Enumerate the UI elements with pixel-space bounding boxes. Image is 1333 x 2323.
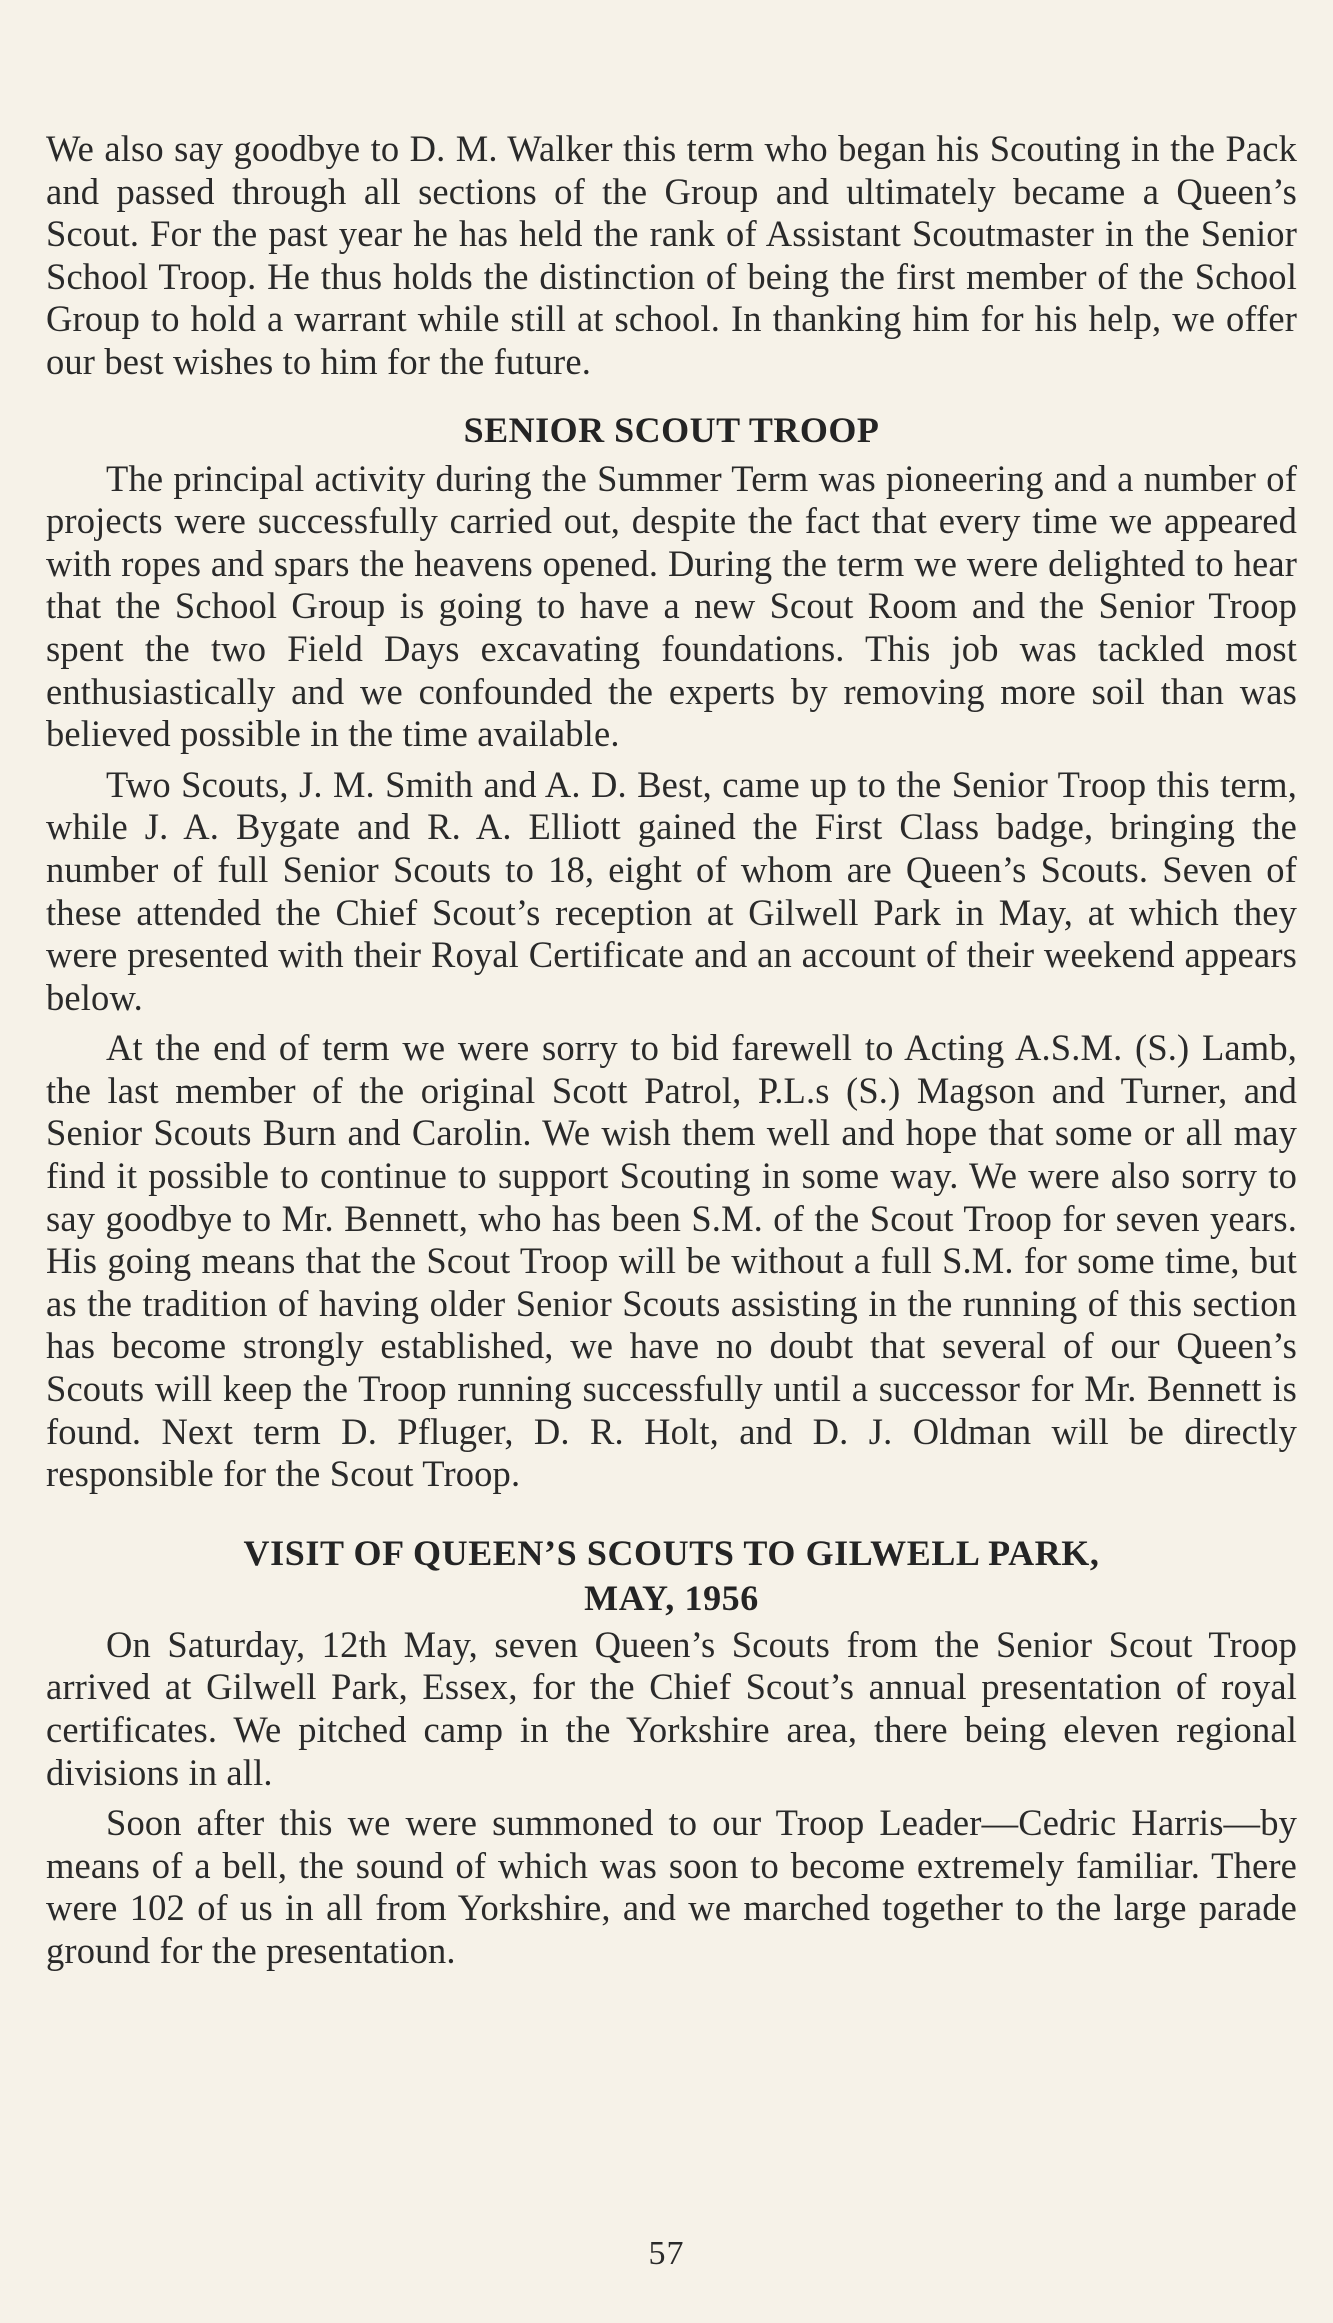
gilwell-visit-heading-line-1: VISIT OF QUEEN’S SCOUTS TO GILWELL PARK, (243, 1532, 1100, 1573)
gilwell-visit-heading (46, 1531, 1297, 1621)
gilwell-paragraph-2: Soon after this we were summoned to our Troop Leader—Cedric Harris—by means of a bell, the sound of which was soon to become extremely familiar. There were 102 of us in all from Yorkshire, and we marched together to the large parade ground for the presentation. (46, 1802, 1297, 1971)
senior-troop-paragraph-1: The principal activity during the Summer Term was pioneering and a number of projects were successfully carried out, despite the fact that every time we appeared with ropes and spars the heavens opened. During the term we were delighted to hear that the School Group is going to have a new Scout Room and the Senior Troop spent the two Field Days excavating foundations. This job was tackled most enthusiastically and we confounded the experts by removing more soil than was believed possible in the time available. (46, 457, 1297, 755)
senior-scout-troop-heading: SENIOR SCOUT TROOP (463, 409, 880, 450)
gilwell-paragraph-1: On Saturday, 12th May, seven Queen’s Scouts from the Senior Scout Troop arrived at Gilwell Park, Essex, for the Chief Scout’s annual presentation of royal certificates. We pitched camp in the Yorkshire area, there being eleven regional divisions in all. (46, 1623, 1297, 1793)
intro-paragraph: We also say goodbye to D. M. Walker this term who began his Scouting in the Pack and passed through all sections of the Group and ultimately became a Queen’s Scout. For the past year he has held the rank of Assistant Scoutmaster in the Senior School Troop. He thus holds the distinction of being the first member of the School Group to hold a warrant while still at school. In thanking him for his help, we offer our best wishes to him for the future. (46, 128, 1297, 382)
senior-troop-paragraph-2: Two Scouts, J. M. Smith and A. D. Best, came up to the Senior Troop this term, while J. A. Bygate and R. A. Elliott gained the First Class badge, bringing the number of full Senior Scouts to 18, eight of whom are Queen’s Scouts. Seven of these attended the Chief Scout’s reception at Gilwell Park in May, at which they were presented with their Royal Certificate and an account of their weekend appears below. (46, 763, 1297, 1018)
senior-troop-paragraph-3: At the end of term we were sorry to bid farewell to Acting A.S.M. (S.) Lamb, the last member of the original Scott Patrol, P.L.s (S.) Magson and Turner, and Senior Scouts Burn and Carolin. We wish them well and hope that some or all may find it possible to continue to support Scouting in some way. We were also sorry to say goodbye to Mr. Bennett, who has been S.M. of the Scout Troop for seven years. His going means that the Scout Troop will be without a full S.M. for some time, but as the tradition of having older Senior Scouts assisting in the running of this section has become strongly established, we have no doubt that several of our Queen’s Scouts will keep the Troop running successfully until a successor for Mr. Bennett is found. Next term D. Pfluger, D. R. Holt, and D. J. Oldman will be directly responsible for the Scout Troop. (46, 1027, 1297, 1495)
gilwell-visit-heading-line-2: MAY, 1956 (584, 1577, 759, 1618)
page-number: 57 (648, 2235, 685, 2272)
